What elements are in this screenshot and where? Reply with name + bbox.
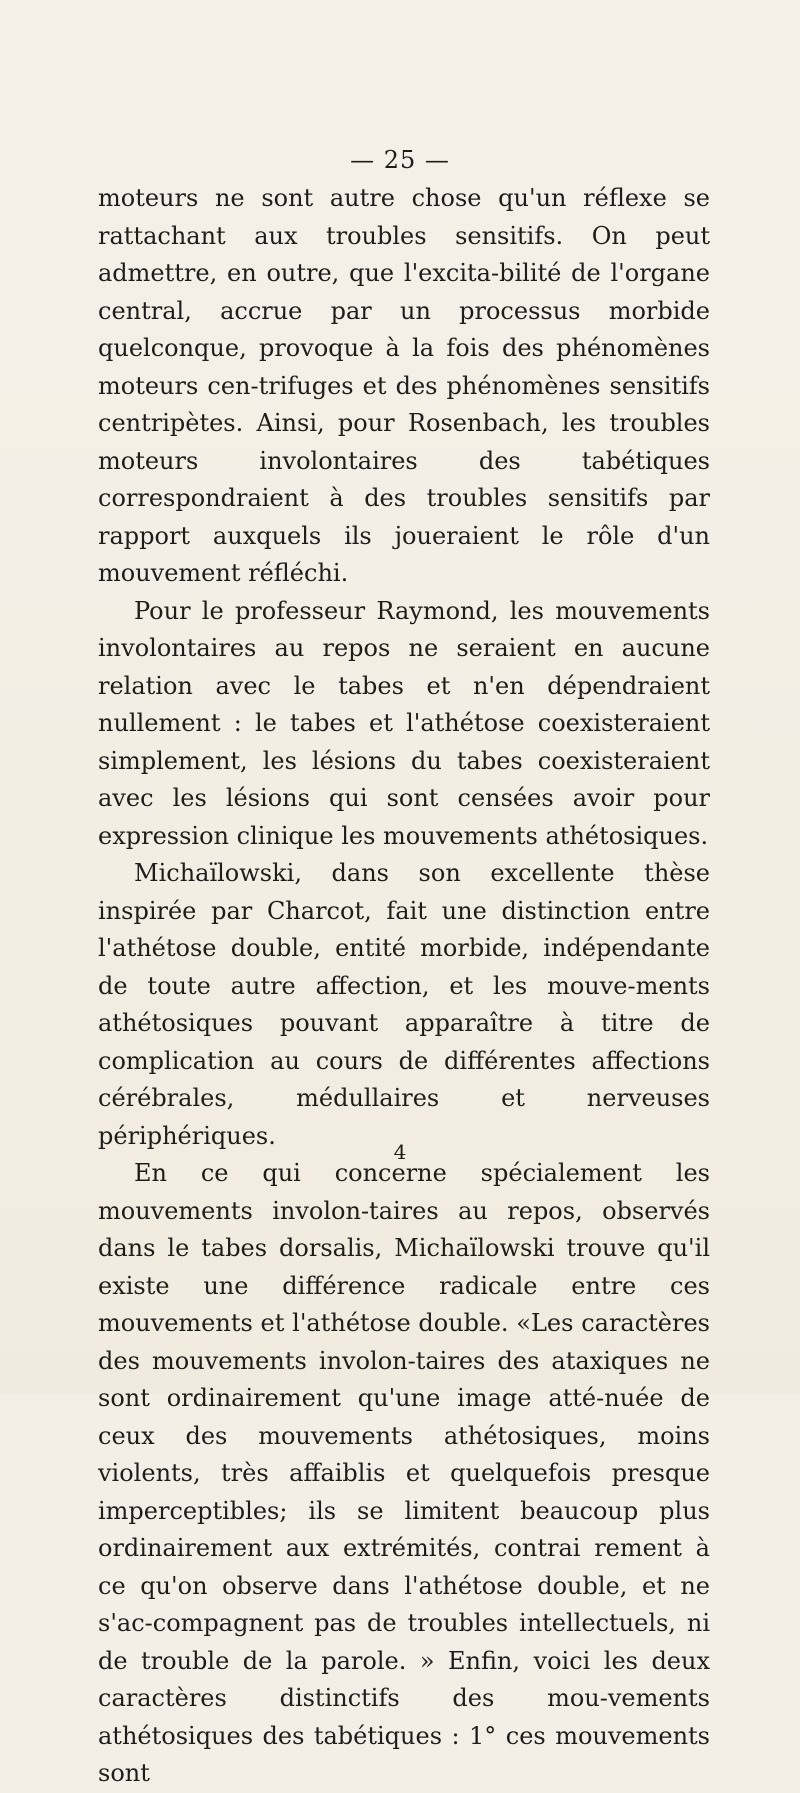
signature-mark: 4: [393, 1140, 407, 1164]
body-text: [98, 180, 710, 1793]
paragraph-2: Pour le professeur Raymond, les mouvements involontaires au repos ne seraient en aucune relation avec le tabes et n'en dépendraient nullement : le tabes et l'athétose coexisteraient simplement, les lésions du tabes coexisteraient avec les lésions qui sont censées avoir pour expression clinique les mouvements athétosiques.: [98, 596, 710, 850]
paragraph-3: Michaïlowski, dans son excellente thèse inspirée par Charcot, fait une distinction entre l'athétose double, entité morbide, indépendante de toute autre affection, et les mouve-ments athétosiques pouvant apparaître à titre de complication au cours de différentes affections cérébrales, médullaires et nerveuses périphériques.: [98, 859, 710, 1150]
page-number: — 25 —: [350, 146, 450, 174]
paragraph-4: En ce qui concerne spécialement les mouvements involon-taires au repos, observés dans le tabes dorsalis, Michaïlowski trouve qu'il existe une différence radicale entre ces mouvements et l'athétose double. «Les caractères des mouvements involon-taires des ataxiques ne sont ordinairement qu'une image atté-nuée de ceux des mouvements athétosiques, moins violents, très affaiblis et quelquefois presque imperceptibles; ils se limitent beaucoup plus ordinairement aux extrémités, contrai rement à ce qu'on observe dans l'athétose double, et ne s'ac-compagnent pas de troubles intellectuels, ni de trouble de la parole. » Enfin, voici les deux caractères distinctifs des mou-vements athétosiques des tabétiques : 1° ces mouvements sont: [98, 1159, 710, 1787]
paragraph-1: moteurs ne sont autre chose qu'un réflexe se rattachant aux troubles sensitifs. On peut admettre, en outre, que l'excita-bilité de l'organe central, accrue par un processus morbide quelconque, provoque à la fois des phénomènes moteurs cen-trifuges et des phénomènes sensitifs centripètes. Ainsi, pour Rosenbach, les troubles moteurs involontaires des tabétiques correspondraient à des troubles sensitifs par rapport auxquels ils joueraient le rôle d'un mouvement réfléchi.: [98, 184, 710, 587]
